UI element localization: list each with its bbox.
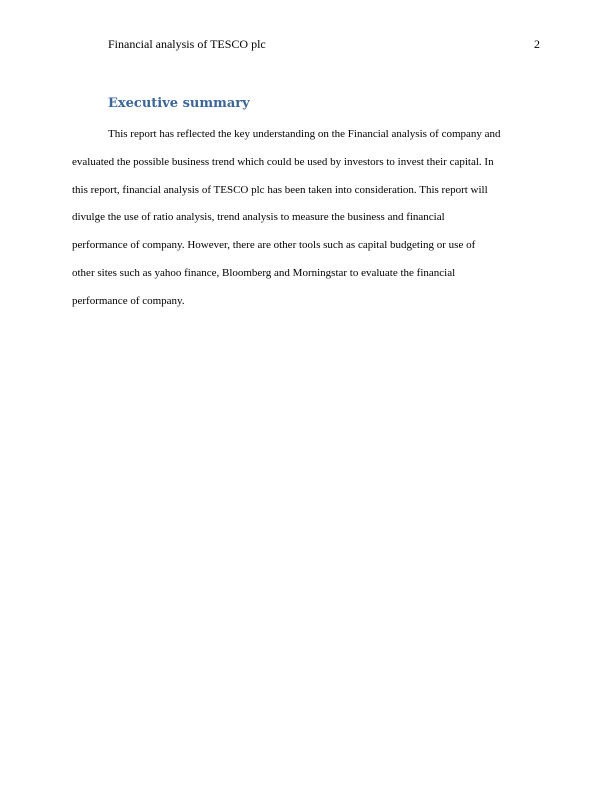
paragraph-line: divulge the use of ratio analysis, trend analysis to measure the business and financial — [72, 211, 445, 224]
paragraph-line: evaluated the possible business trend which could be used by investors to invest their capital. In — [72, 155, 494, 168]
paragraph-line: this report, financial analysis of TESCO plc has been taken into consideration. This report will — [72, 183, 488, 196]
executive-summary-paragraph — [72, 126, 540, 321]
page-number: 2 — [534, 37, 540, 51]
paragraph-line: performance of company. — [72, 294, 185, 307]
paragraph-line: This report has reflected the key understanding on the Financial analysis of company and — [108, 128, 501, 140]
paragraph-line: other sites such as yahoo finance, Bloomberg and Morningstar to evaluate the financial — [72, 266, 456, 279]
paragraph-line: performance of company. However, there are other tools such as capital budgeting or use of — [72, 239, 476, 252]
section-heading: Executive summary — [108, 96, 250, 111]
running-head-title: Financial analysis of TESCO plc — [108, 37, 266, 51]
